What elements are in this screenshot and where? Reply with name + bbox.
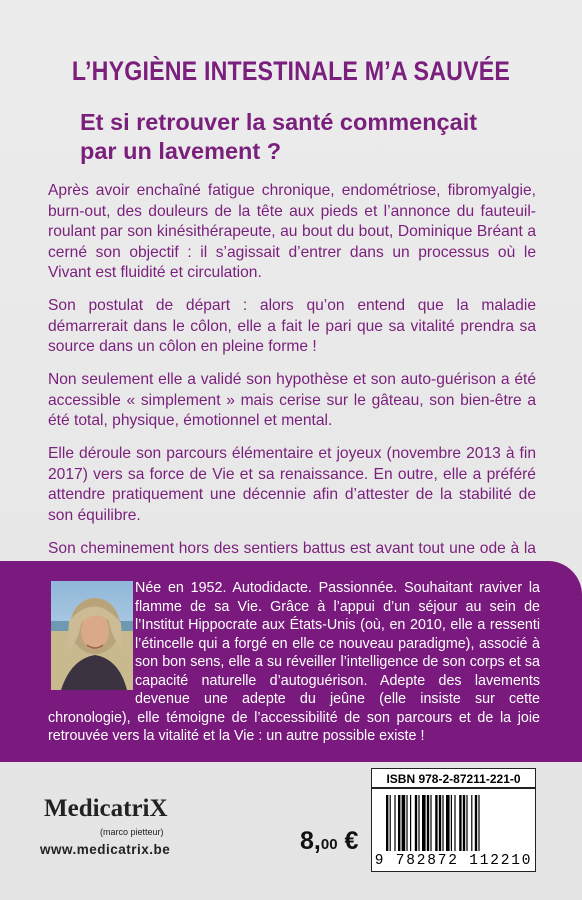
book-title: L’HYGIÈNE INTESTINALE M’A SAUVÉE <box>71 56 511 86</box>
barcode-bar <box>454 795 455 851</box>
barcode-bar <box>459 795 461 851</box>
barcode-bar <box>446 795 450 851</box>
price-currency: € <box>337 827 359 855</box>
photo-spacer <box>48 579 135 691</box>
blurb-paragraph: Son postulat de départ : alors qu’on entend que la maladie démarrerait dans le côlon, elle a fait le pari que sa vitalité prendra sa source dans un côlon en pleine forme ! <box>48 297 536 355</box>
barcode-bar <box>415 795 417 851</box>
publisher-logo: MedicatriX <box>44 795 168 822</box>
barcode-bar <box>442 795 443 851</box>
barcode-bar <box>478 795 479 851</box>
barcode-bar <box>410 795 411 851</box>
barcode-bar <box>402 795 406 851</box>
price-main: 8, <box>300 827 321 855</box>
author-bio-text: Née en 1952. Autodidacte. Passionnée. Souhaitant raviver la flamme de sa Vie. Grâce à l’appui d’un séjour au sein de l’Institut Hippocrate aux États-Unis (où, en 2010, elle a ressenti l’étincelle qui a forgé en elle ce nouveau paradigme), associé à son bon sens, elle a su réveiller l’intelligence de son corps et sa capacité naturelle d’autoguérison. Adepte des lavements devenue une adepte du jeûne (elle insiste sur cette chronologie), elle témoigne de l’accessibilité de son parcours et de la joie retrouvée vers la vitalité et la Vie : un autre possible existe ! <box>48 580 540 744</box>
barcode-bar <box>471 795 472 851</box>
barcode <box>371 788 536 872</box>
blurb-paragraph: Elle déroule son parcours élémentaire et joyeux (novembre 2013 à fin 2017) vers sa force de Vie et sa renaissance. En outre, elle a préféré attendre pratiquement une décennie afin d’attester de la stabilité de son équilibre. <box>48 445 536 524</box>
publisher-subline: (marco pietteur) <box>100 827 164 837</box>
price-cents: 00 <box>320 836 338 853</box>
author-bio <box>48 579 540 746</box>
barcode-bar <box>394 795 395 851</box>
isbn-label: ISBN 978-2-87211-221-0 <box>371 768 536 788</box>
barcode-bar <box>463 795 465 851</box>
barcode-bar <box>427 795 429 851</box>
barcode-bar <box>439 795 441 851</box>
book-subtitle: Et si retrouver la santé commençait par un lavement ? <box>80 109 478 164</box>
publisher-website[interactable]: www.medicatrix.be <box>40 842 171 857</box>
blurb-paragraph: Après avoir enchaîné fatigue chronique, endométriose, fibromyalgie, burn-out, des douleurs de la tête aux pieds et l’annonce du fauteuil-roulant par son kinésithérapeute, au bout du bout, Dominique Bréant a cerné son objectif : il s’agissait d’entrer dans un processus où le Vivant est fluidité et circulation. <box>48 182 536 281</box>
blurb-paragraph: Son cheminement hors des sentiers battus est avant tout une ode à la <box>48 539 536 557</box>
blurb <box>48 181 536 592</box>
isbn-digits: 9 782872 112210 <box>372 853 535 869</box>
barcode-bar <box>435 795 437 851</box>
barcode-bar <box>390 795 391 851</box>
blurb-paragraph: Non seulement elle a validé son hypothèse et son auto-guérison a été accessible « simplement » mais cerise sur le gâteau, son bien-être a été total, physique, émotionnel et mental. <box>48 371 536 429</box>
barcode-bar <box>422 795 426 851</box>
barcode-bar <box>386 795 388 851</box>
barcode-bar <box>451 795 452 851</box>
barcode-bar <box>406 795 407 851</box>
barcode-bar <box>398 795 400 851</box>
barcode-bar <box>466 795 467 851</box>
barcode-bar <box>430 795 431 851</box>
barcode-bar <box>418 795 419 851</box>
price <box>300 827 358 856</box>
barcode-bar <box>475 795 477 851</box>
